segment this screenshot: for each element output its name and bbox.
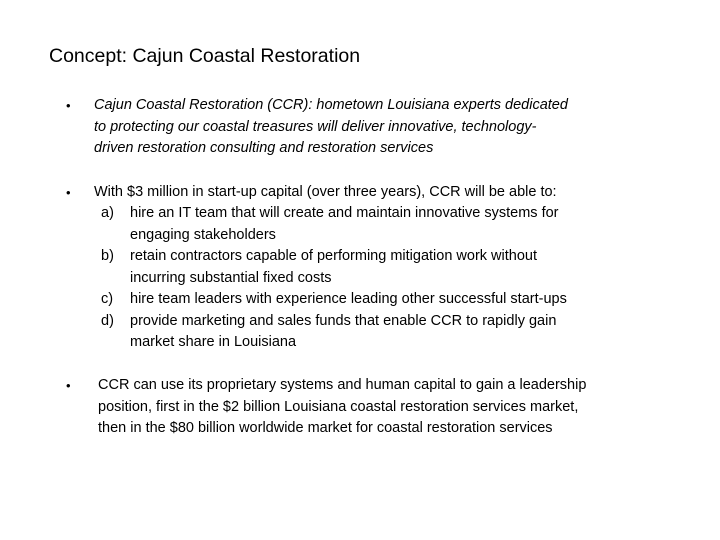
- list-item: [101, 203, 567, 246]
- list-item-line: hire team leaders with experience leading other successful start-ups: [130, 291, 567, 307]
- bullet-marker: •: [66, 185, 71, 200]
- bullet-3-line: then in the $80 billion worldwide market for coastal restoration services: [98, 420, 553, 436]
- bullet-marker: •: [66, 98, 71, 113]
- bullet-2-intro: [94, 182, 557, 204]
- bullet-marker: •: [66, 378, 71, 393]
- bullet-3-text: [98, 375, 586, 440]
- bullet-3-line: CCR can use its proprietary systems and human capital to gain a leadership: [98, 377, 587, 393]
- bullet-3-line: position, first in the $2 billion Louisiana coastal restoration services market,: [98, 398, 579, 415]
- list-item-line: incurring substantial fixed costs: [130, 269, 332, 286]
- list-item: [101, 311, 567, 354]
- list-item-line: hire an IT team that will create and maintain innovative systems for: [130, 205, 559, 221]
- list-item-line: provide marketing and sales funds that enable CCR to rapidly gain: [130, 312, 557, 329]
- list-item-line: engaging stakeholders: [130, 226, 276, 243]
- list-item-marker: d): [101, 312, 114, 329]
- list-item-marker: b): [101, 248, 114, 264]
- bullet-2-sublist: [101, 203, 567, 354]
- list-item-line: retain contractors capable of performing mitigation work without: [130, 248, 537, 264]
- bullet-2-intro-text: With $3 million in start-up capital (over three years), CCR will be able to:: [94, 184, 557, 200]
- list-item-line: market share in Louisiana: [130, 334, 297, 350]
- list-item-marker: a): [101, 205, 114, 221]
- bullet-1-line: to protecting our coastal treasures will deliver innovative, technology-: [94, 118, 537, 135]
- bullet-1-line: driven restoration consulting and restoration services: [94, 140, 434, 156]
- bullet-1-line: Cajun Coastal Restoration (CCR): hometown Louisiana experts dedicated: [94, 97, 568, 113]
- bullet-1-text: [94, 95, 568, 160]
- list-item: [101, 246, 567, 289]
- list-item-marker: c): [101, 291, 114, 307]
- slide-title: Concept: Cajun Coastal Restoration: [49, 45, 361, 67]
- list-item: [101, 289, 567, 311]
